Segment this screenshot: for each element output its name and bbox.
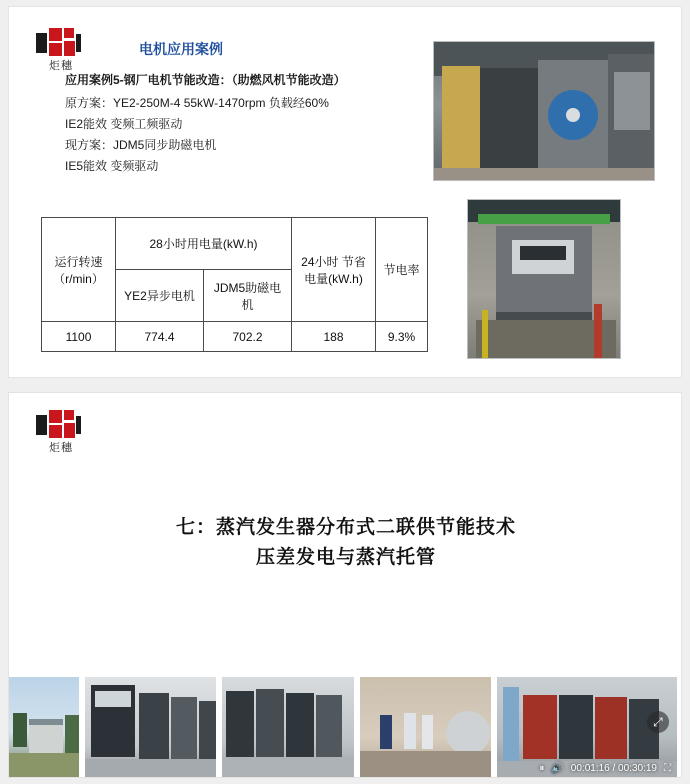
energy-saving-table: [41, 217, 428, 352]
case-heading: 应用案例5-钢厂电机节能改造：（助燃风机节能改造）: [65, 73, 346, 87]
slide-1: [8, 6, 682, 378]
pause-icon[interactable]: ⏸: [539, 763, 545, 774]
cell-speed-value: 1100: [42, 322, 116, 352]
expand-button[interactable]: ⤢: [647, 711, 669, 733]
photo-control-cabinet: [467, 199, 621, 359]
cell-speed-header: 运行转速 （r/min）: [42, 218, 116, 322]
table-row: [42, 322, 428, 352]
slide-2-title-line-1: 七：蒸汽发生器分布式二联供节能技术: [175, 517, 516, 538]
slide-2: [8, 392, 682, 778]
time-display: 00:01:16 / 00:30:19: [570, 763, 657, 774]
slide-2-title: [9, 513, 682, 573]
photo-blower-unit: [433, 41, 655, 181]
case-detail-lines: [65, 93, 329, 177]
video-controls[interactable]: [539, 763, 671, 774]
thumb-boiler-room-1[interactable]: [85, 677, 217, 777]
fullscreen-icon[interactable]: ⛶: [663, 763, 671, 774]
cell-jdm5-header: JDM5助磁电机: [204, 270, 292, 322]
company-logo: [33, 27, 89, 73]
cell-saving-value: 188: [292, 322, 376, 352]
case-line-1: 原方案：YE2-250M-4 55kW-1470rpm 负载经60%: [65, 96, 329, 110]
cell-rate-header: 节电率: [376, 218, 428, 322]
case-line-3: 现方案：JDM5同步助磁电机: [65, 138, 217, 152]
cell-jdm5-value: 702.2: [204, 322, 292, 352]
thumb-steam-generators[interactable]: [497, 677, 677, 777]
video-thumbnail-strip: [9, 677, 682, 777]
thumb-outdoor-station[interactable]: [9, 677, 79, 777]
cell-consumption-header: 28小时用电量(kW.h): [116, 218, 292, 270]
slide-1-title: 电机应用案例: [139, 41, 223, 57]
cell-saving-header: 24小时 节省电量(kW.h): [292, 218, 376, 322]
logo-company-name-2: 炬穗: [49, 442, 73, 454]
slide-2-title-line-2: 压差发电与蒸汽托管: [255, 547, 436, 568]
table-row: [42, 218, 428, 270]
case-line-4: IE5能效 变频驱动: [65, 159, 159, 173]
cell-rate-value: 9.3%: [376, 322, 428, 352]
cell-ye2-value: 774.4: [116, 322, 204, 352]
volume-icon[interactable]: 🔊: [551, 763, 564, 774]
case-line-2: IE2能效 变频工频驱动: [65, 117, 183, 131]
cell-ye2-header: YE2异步电机: [116, 270, 204, 322]
thumb-workshop-tank[interactable]: [360, 677, 492, 777]
logo-mark-icon-2: [33, 409, 89, 439]
thumb-boiler-room-2[interactable]: [222, 677, 354, 777]
company-logo-2: [33, 409, 89, 455]
logo-mark-icon: [33, 27, 89, 57]
logo-company-name: 炬穗: [49, 60, 73, 72]
